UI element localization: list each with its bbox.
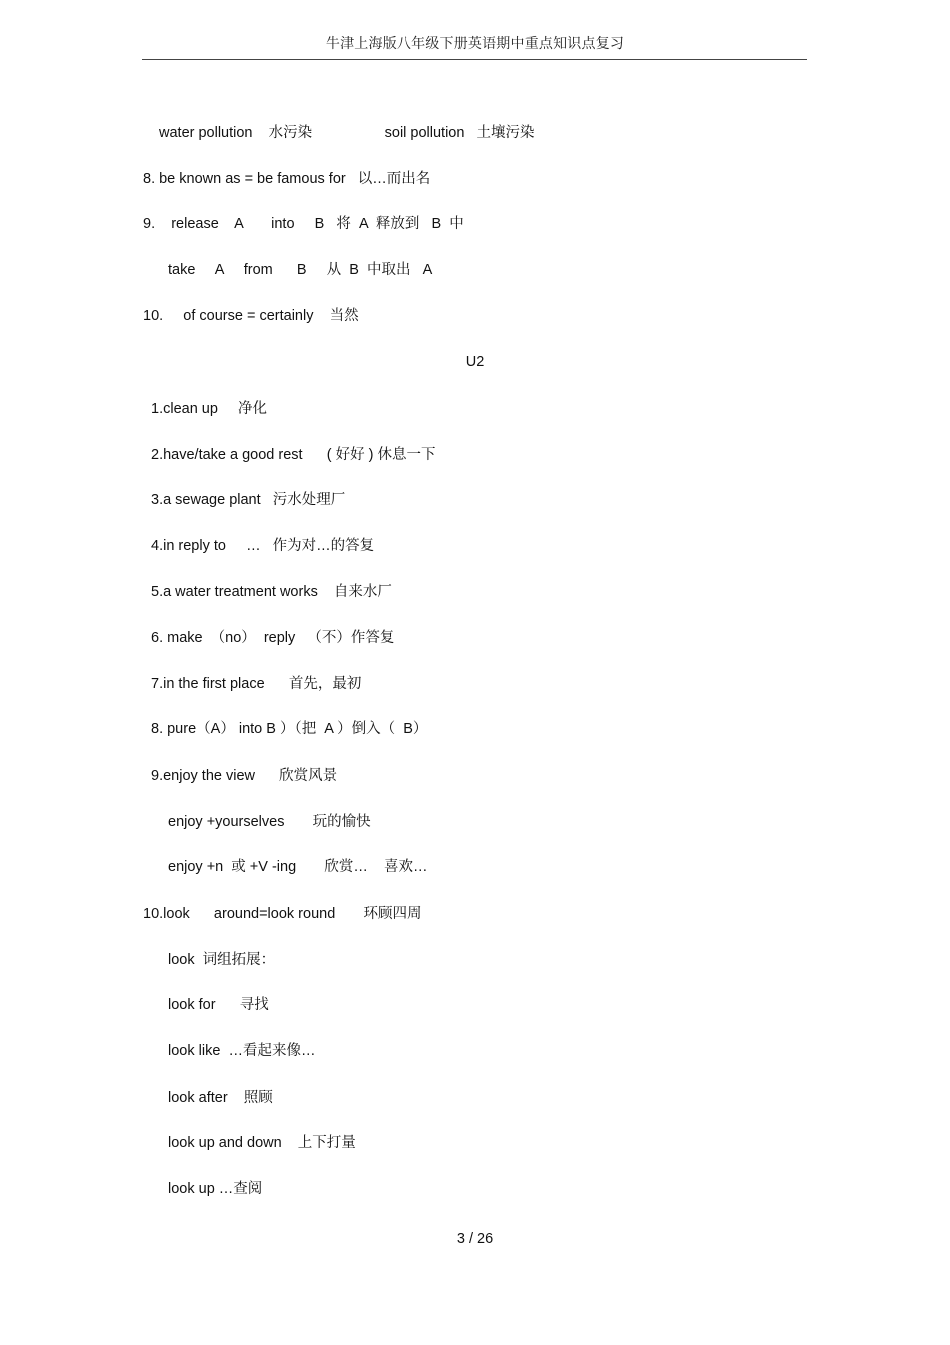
text-line: enjoy +n 或 +V -ing 欣赏… 喜欢… <box>168 859 428 875</box>
text-line: look like …看起来像… <box>168 1043 316 1059</box>
page-header-title: 牛津上海版八年级下册英语期中重点知识点复习 <box>325 35 625 51</box>
header-divider <box>142 59 807 60</box>
text-line: 6. make （no） reply （不）作答复 <box>151 630 395 646</box>
page-number: 3 / 26 <box>456 1231 494 1247</box>
text-line: look up and down 上下打量 <box>168 1135 356 1151</box>
text-line: take A from B 从 B 中取出 A <box>168 262 433 278</box>
text-line: 1.clean up 净化 <box>151 401 268 417</box>
text-line: 3.a sewage plant 污水处理厂 <box>151 492 346 508</box>
text-line: 8. pure（A） into B ）（把 A ）倒入（ B） <box>151 721 428 737</box>
text-line: 9. release A into B 将 A 释放到 B 中 <box>143 216 464 232</box>
text-line: water pollution 水污染 soil pollution 土壤污染 <box>159 125 535 141</box>
text-line: 2.have/take a good rest ( 好好 ) 休息一下 <box>151 447 436 463</box>
text-line: 9.enjoy the view 欣赏风景 <box>151 768 338 784</box>
text-line: 4.in reply to … 作为对…的答复 <box>151 538 375 554</box>
text-line: look after 照顾 <box>168 1090 273 1106</box>
text-line: enjoy +yourselves 玩的愉快 <box>168 814 371 830</box>
text-line: look 词组拓展： <box>168 952 276 968</box>
text-line: look up …查阅 <box>168 1181 263 1197</box>
text-line: 7.in the first place 首先，最初 <box>151 676 362 692</box>
text-line: 5.a water treatment works 自来水厂 <box>151 584 392 600</box>
text-line: 10. of course = certainly 当然 <box>143 308 359 324</box>
text-line: 8. be known as = be famous for 以…而出名 <box>143 171 431 187</box>
text-line: 10.look around=look round 环顾四周 <box>143 906 422 922</box>
text-line: look for 寻找 <box>168 997 269 1013</box>
unit-heading: U2 <box>465 354 485 370</box>
